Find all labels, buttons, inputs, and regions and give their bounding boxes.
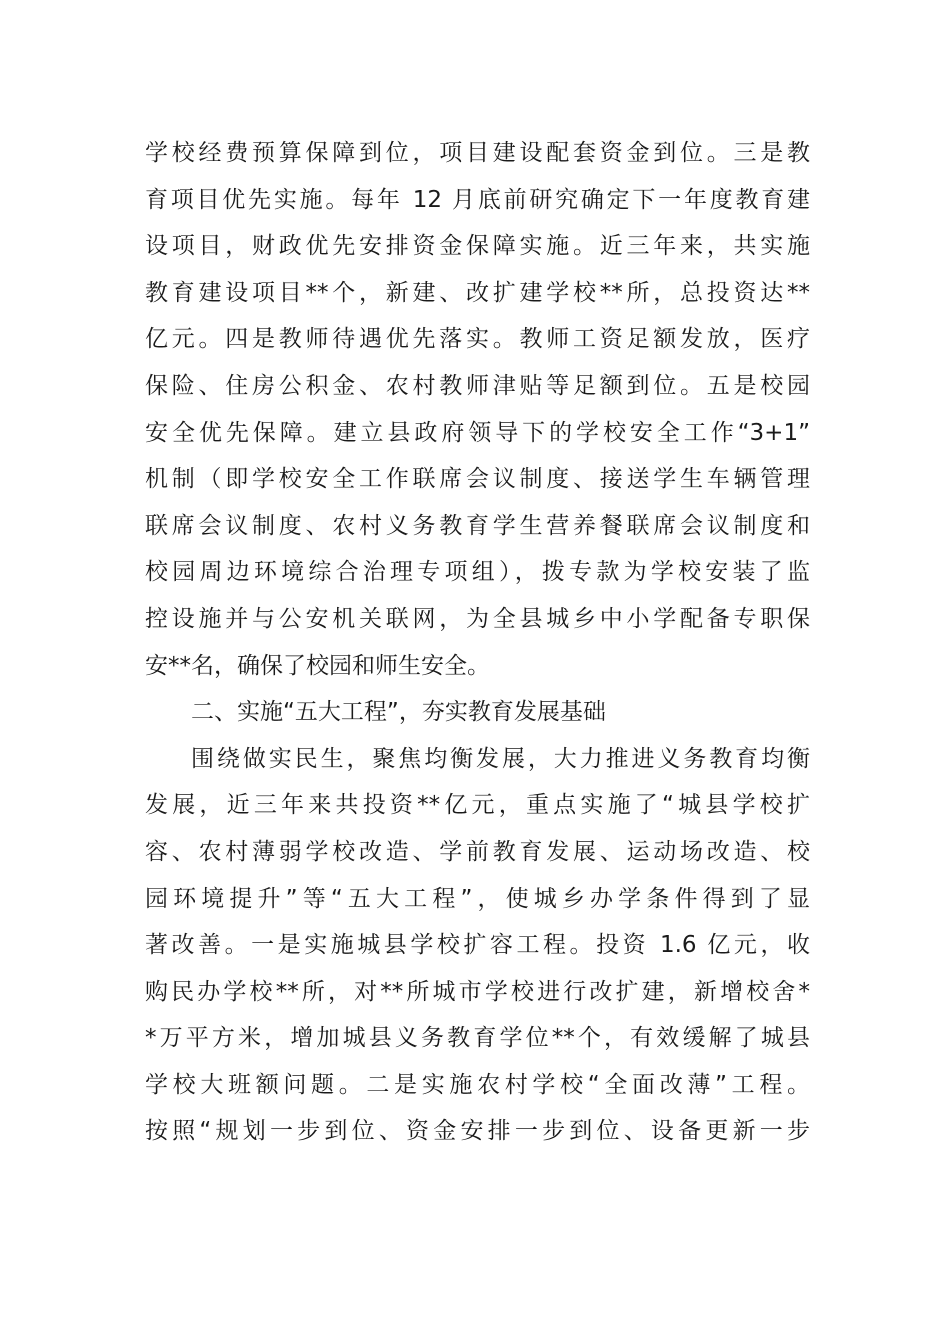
section-heading: 二、实施“五大工程”，夯实教育发展基础 xyxy=(191,699,606,726)
text-line: 教育建设项目**个，新建、改扩建学校**所，总投资达** xyxy=(145,279,810,306)
text-line: 机制（即学校安全工作联席会议制度、接送学生车辆管理 xyxy=(145,466,810,493)
text-line: 学校经费预算保障到位，项目建设配套资金到位。三是教 xyxy=(145,140,810,166)
text-line: 校园周边环境综合治理专项组），拨专款为学校安装了监 xyxy=(145,559,810,586)
text-line: 亿元。四是教师待遇优先落实。教师工资足额发放，医疗 xyxy=(145,326,810,353)
text-line: 联席会议制度、农村义务教育学生营养餐联席会议制度和 xyxy=(145,512,810,539)
text-line: 容、农村薄弱学校改造、学前教育发展、运动场改造、校 xyxy=(145,838,810,865)
text-line: 安**名，确保了校园和师生安全。 xyxy=(145,652,490,679)
text-line: *万平方米，增加城县义务教育学位**个，有效缓解了城县 xyxy=(145,1025,810,1052)
text-line: 园环境提升”等“五大工程”，使城乡办学条件得到了显 xyxy=(145,885,810,912)
text-line: 购民办学校**所，对**所城市学校进行改扩建，新增校舍* xyxy=(145,978,810,1005)
text-line: 控设施并与公安机关联网，为全县城乡中小学配备专职保 xyxy=(145,605,810,632)
text-line: 设项目，财政优先安排资金保障实施。近三年来，共实施 xyxy=(145,233,810,260)
text-line: 发展，近三年来共投资**亿元，重点实施了“城县学校扩 xyxy=(145,792,810,819)
text-line: 育项目优先实施。每年 12 月底前研究确定下一年度教育建 xyxy=(145,186,810,213)
text-line: 著改善。一是实施城县学校扩容工程。投资 1.6 亿元，收 xyxy=(145,932,810,959)
text-line: 按照“规划一步到位、资金安排一步到位、设备更新一步 xyxy=(145,1118,810,1145)
text-line: 安全优先保障。建立县政府领导下的学校安全工作“3+1” xyxy=(145,419,810,446)
text-line: 学校大班额问题。二是实施农村学校“全面改薄”工程。 xyxy=(145,1071,810,1098)
paragraph-first-line: 围绕做实民生，聚焦均衡发展，大力推进义务教育均衡 xyxy=(191,745,810,772)
body-text xyxy=(145,130,810,1155)
text-line: 保险、住房公积金、农村教师津贴等足额到位。五是校园 xyxy=(145,372,810,399)
